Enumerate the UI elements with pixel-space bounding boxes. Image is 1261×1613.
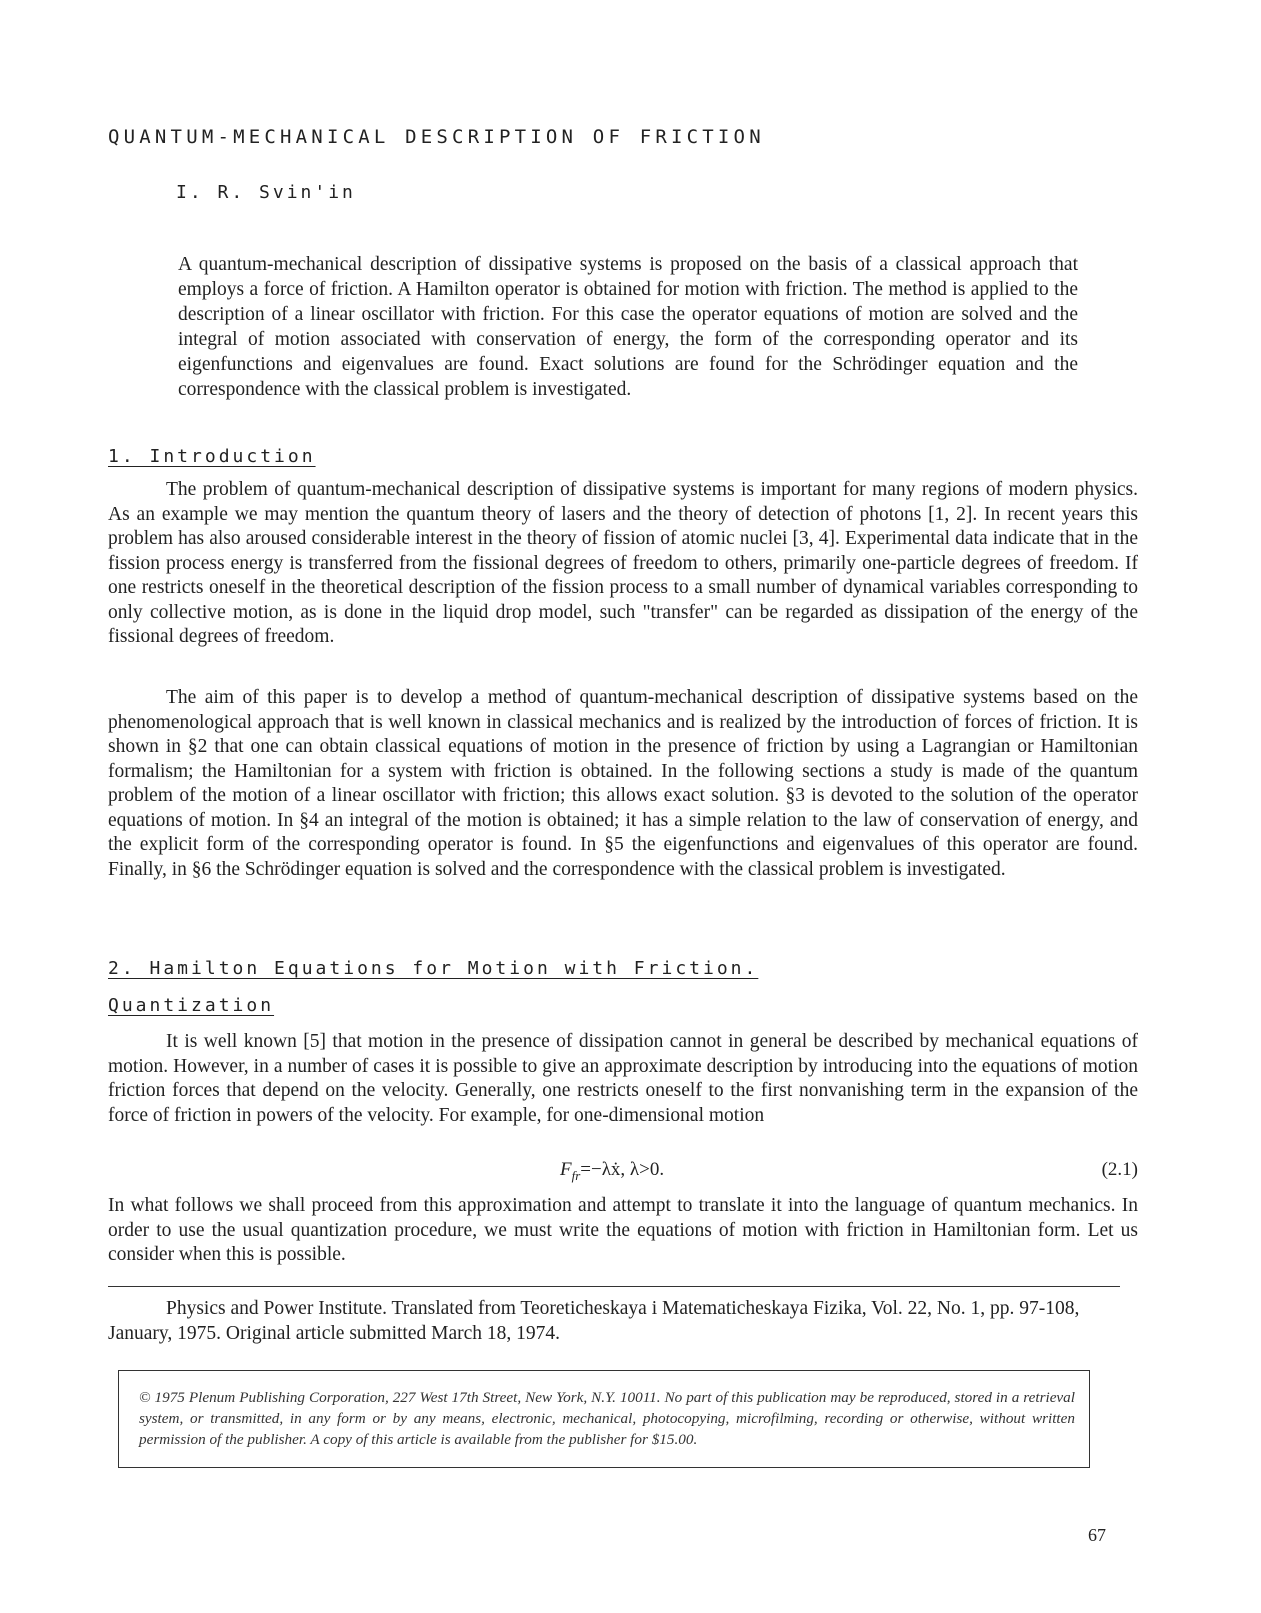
copyright-notice: © 1975 Plenum Publishing Corporation, 227 West 17th Street, New York, N.Y. 10011. No part of this publication may be reproduced, stored in a retrieval system, or transmitted, in any form or by any means, electronic, mechanical, photocopying, microfilming, recording or otherwise, without written permission of the publisher. A copy of this article is available from the publisher for $15.00. — [139, 1389, 1075, 1448]
section2-paragraph-2: In what follows we shall proceed from this approximation and attempt to translate it into the language of quantum mechanics. In order to use the usual quantization procedure, we must write the equations of motion with friction in Hamiltonian form. Let us consider when this is possible. — [108, 1195, 1138, 1265]
copyright-box — [118, 1370, 1090, 1468]
equation-number: (2.1) — [1101, 1159, 1138, 1180]
section-heading-hamilton-equations: 2. Hamilton Equations for Motion with Friction. — [108, 958, 759, 979]
abstract: A quantum-mechanical description of dissipative systems is proposed on the basis of a classical approach that employs a force of friction. A Hamilton operator is obtained for motion with friction. The method is applied to the description of a linear oscillator with friction. For this case the operator equations of motion are solved and the integral of motion associated with conservation of energy, the form of the corresponding operator and its eigenfunctions and eigenvalues are found. Exact solutions are found for the Schrödinger equation and the correspondence with the classical problem is investigated. — [178, 254, 1078, 400]
author-name: I. R. Svin'in — [176, 182, 356, 203]
intro-paragraph-2: The aim of this paper is to develop a method of quantum-mechanical description of dissipative systems based on the phenomenological approach that is well known in classical mechanics and is realized by the introduction of forces of friction. It is shown in §2 that one can obtain classical equations of motion in the presence of friction by using a Lagrangian or Hamiltonian formalism; the Hamiltonian for a system with friction is obtained. In the following sections a study is made of the quantum problem of the motion of a linear oscillator with friction; this allows exact solution. §3 is devoted to the solution of the operator equations of motion. In §4 an integral of the motion is obtained; it has a simple relation to the law of conservation of energy, and the explicit form of the corresponding operator is found. In §5 the eigenfunctions and eigenvalues of this operator are found. Finally, in §6 the Schrödinger equation is solved and the correspondence with the classical problem is investigated. — [108, 687, 1138, 880]
section-subheading-quantization: Quantization — [108, 995, 275, 1016]
section2-paragraph-1: It is well known [5] that motion in the presence of dissipation cannot in general be described by mechanical equations of motion. However, in a number of cases it is possible to give an approximate description by introducing into the equations of motion friction forces that depend on the velocity. Generally, one restricts oneself to the first nonvanishing term in the expansion of the force of friction in powers of the velocity. For example, for one-dimensional motion — [108, 1031, 1138, 1126]
equation-rhs: =−λẋ, λ>0. — [580, 1159, 665, 1180]
section-heading-introduction: 1. Introduction — [108, 446, 316, 467]
paper-title: QUANTUM-MECHANICAL DESCRIPTION OF FRICTION — [108, 126, 765, 148]
page-number: 67 — [1088, 1525, 1106, 1545]
equation-2-1 — [108, 1159, 1138, 1185]
equation-force-symbol: F — [560, 1159, 572, 1180]
footnote-divider — [108, 1286, 1120, 1287]
equation-body — [560, 1159, 664, 1184]
equation-subscript: fr — [571, 1167, 581, 1183]
footnote: Physics and Power Institute. Translated from Teoreticheskaya i Matematicheskaya Fizika, Vol. 22, No. 1, pp. 97-108, January, 1975. Original article submitted March 18, 1974. — [108, 1298, 1080, 1344]
intro-paragraph-1: The problem of quantum-mechanical description of dissipative systems is important for many regions of modern physics. As an example we may mention the quantum theory of lasers and the theory of detection of photons [1, 2]. In recent years this problem has also aroused considerable interest in the theory of fission of atomic nuclei [3, 4]. Experimental data indicate that in the fission process energy is transferred from the fissional degrees of freedom to others, primarily one-particle degrees of freedom. If one restricts oneself in the theoretical description of the fission process to a small number of dynamical variables corresponding to only collective motion, as is done in the liquid drop model, such "transfer" can be regarded as dissipation of the energy of the fissional degrees of freedom. — [108, 479, 1138, 647]
